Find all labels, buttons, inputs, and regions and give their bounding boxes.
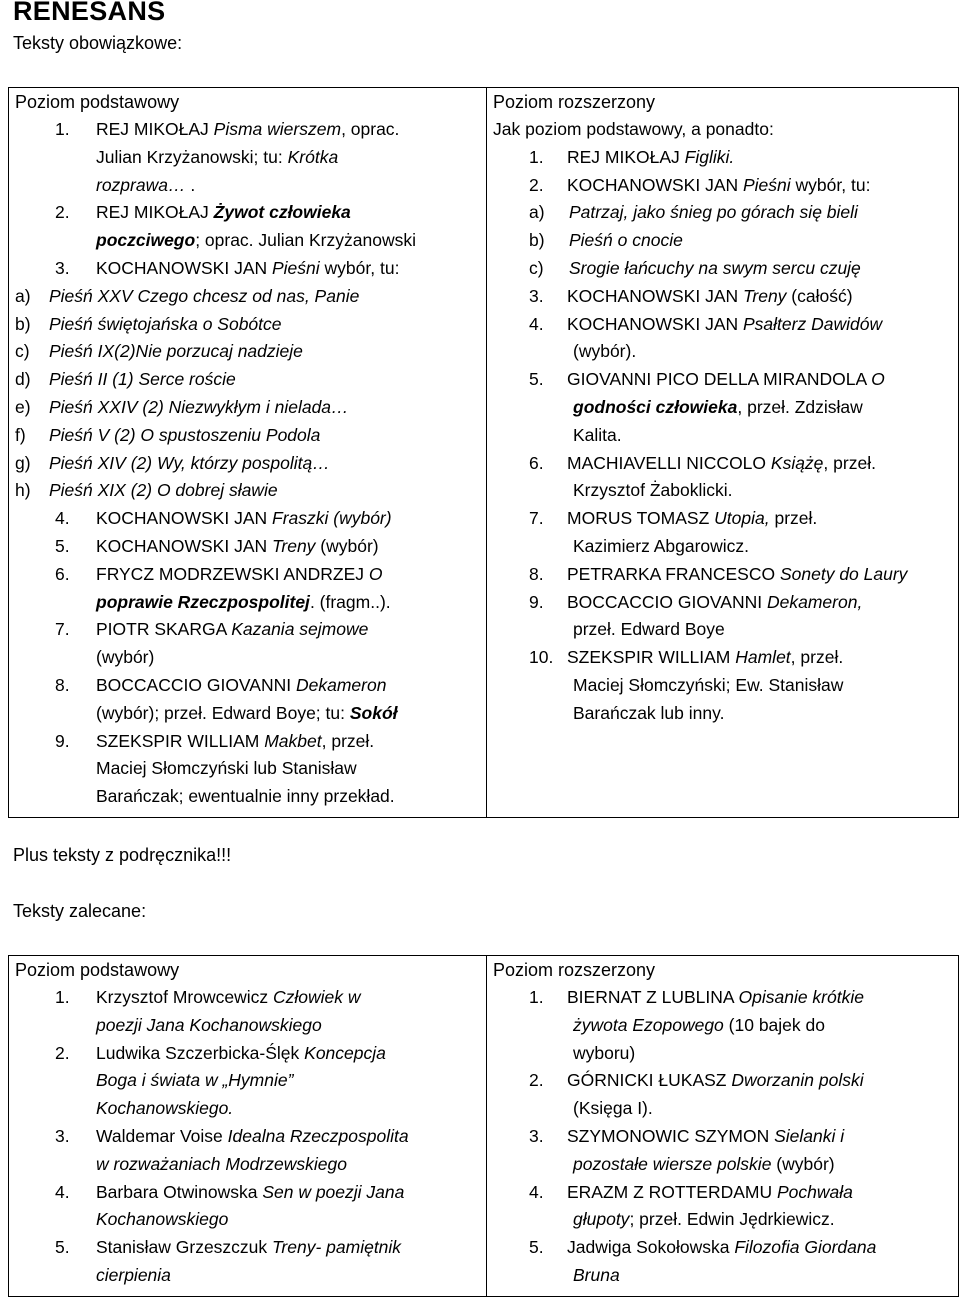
item-number: 8. (529, 563, 544, 584)
list-line (493, 533, 952, 561)
item-text: Idealna Rzeczpospolita (227, 1125, 409, 1146)
item-number: 3. (55, 257, 70, 278)
item-text: Pisma wierszem (213, 119, 342, 139)
list-line (15, 672, 480, 700)
item-text: Psałterz Dawidów (743, 313, 883, 334)
list-line (493, 172, 952, 200)
item-text: . (190, 174, 196, 195)
item-text: rozprawa… (96, 174, 191, 195)
item-text: Waldemar Voise (96, 1125, 228, 1146)
list-line (493, 1095, 952, 1123)
item-text: Krzysztof Mrowcewicz (96, 987, 273, 1007)
list-line (493, 1262, 952, 1290)
item-text: O (368, 563, 383, 584)
list-line (15, 1067, 480, 1095)
item-text: Makbet (264, 730, 322, 751)
item-number: 3. (529, 285, 544, 306)
item-text: Figliki. (684, 146, 735, 167)
section-heading-recommended: Teksty zalecane: (13, 901, 147, 921)
sub-item-letter: h) (15, 480, 31, 501)
item-text: KOCHANOWSKI JAN (567, 313, 743, 334)
item-text: Filozofia Giordana (734, 1237, 877, 1258)
item-number: 5. (529, 1237, 544, 1258)
item-number: 9. (529, 591, 544, 612)
item-text: Jak poziom podstawowy, a ponadto: (493, 119, 774, 139)
list-line (493, 394, 952, 422)
item-number: 5. (55, 1237, 70, 1258)
item-text: BIERNAT Z LUBLINA (567, 987, 739, 1007)
item-text: Pieśni (743, 174, 791, 195)
item-text: Człowiek w (272, 987, 361, 1007)
item-text: SZEKSPIR WILLIAM (567, 647, 736, 668)
list-line (15, 1095, 480, 1123)
item-text: SZEKSPIR WILLIAM (96, 730, 265, 751)
list-line (15, 700, 480, 728)
item-text: Opisanie krótkie (738, 987, 864, 1007)
list-line (15, 255, 480, 283)
item-text: , oprac. (341, 119, 400, 139)
list-line (493, 283, 952, 311)
item-text: , przeł. Zdzisław (737, 396, 863, 417)
list-line (493, 984, 952, 1012)
obligatory-texts-table (8, 87, 959, 818)
item-text: , przeł. (823, 452, 876, 473)
column-heading: Poziom rozszerzony (493, 960, 656, 980)
list-line (15, 1206, 480, 1234)
item-text: w rozważaniach Modrzewskiego (96, 1153, 347, 1174)
list-line (493, 227, 952, 255)
item-text: Pieśń XIX (2) O dobrej sławie (49, 480, 278, 501)
item-text: Pieśń II (1) Serce roście (49, 369, 236, 390)
list-line (493, 422, 952, 450)
item-text: Srogie łańcuchy na swym sercu czuję (569, 257, 861, 278)
item-text: cierpienia (96, 1264, 171, 1285)
reading-list (9, 116, 486, 817)
sub-item-letter: c) (529, 257, 544, 278)
basic-level-column (9, 956, 487, 1297)
item-text: żywota Ezopowego (573, 1014, 724, 1035)
item-text: Dekameron (295, 674, 387, 695)
item-text: Sen w poezji Jana (262, 1181, 405, 1202)
list-line (493, 672, 952, 700)
item-number: 10. (529, 647, 554, 668)
list-line (15, 199, 480, 227)
item-text: Dworzanin polski (731, 1070, 864, 1091)
list-line (15, 984, 480, 1012)
item-text: Koncepcja (304, 1042, 386, 1063)
item-text: (wybór) (315, 535, 379, 556)
item-text: (wybór). (573, 341, 637, 362)
item-text: wybór, tu: (790, 174, 871, 195)
list-line (15, 144, 480, 172)
item-text: FRYCZ MODRZEWSKI ANDRZEJ (96, 563, 369, 584)
item-text: Pieśni (272, 257, 320, 278)
item-number: 7. (55, 619, 70, 640)
list-line (15, 755, 480, 783)
item-text: (wybór) (96, 647, 155, 668)
item-text: Sokół (349, 702, 398, 723)
item-number: 4. (55, 508, 70, 529)
item-text: Julian Krzyżanowski; tu: (96, 146, 288, 167)
item-number: 1. (55, 119, 70, 139)
item-text: Krótka (287, 146, 339, 167)
item-number: 6. (55, 563, 70, 584)
item-text: Pieśń V (2) O spustoszeniu Podola (49, 424, 321, 445)
list-line (15, 450, 480, 478)
item-number: 1. (55, 987, 70, 1007)
item-text: REJ MIKOŁAJ (96, 202, 214, 223)
reading-list (9, 984, 486, 1296)
item-text: Pieśń XXV Czego chcesz od nas, Panie (49, 285, 360, 306)
item-text: poczciwego (96, 230, 196, 251)
item-text: MORUS TOMASZ (567, 508, 715, 529)
item-text: SZYMONOWIC SZYMON (567, 1125, 775, 1146)
list-line (493, 450, 952, 478)
list-line (15, 589, 480, 617)
item-number: 2. (529, 1070, 544, 1091)
item-text: Maciej Słomczyński; Ew. Stanisław (573, 674, 844, 695)
section-heading-obligatory: Teksty obowiązkowe: (13, 33, 183, 53)
item-number: 3. (55, 1125, 70, 1146)
item-text: Hamlet (735, 647, 791, 668)
item-text: KOCHANOWSKI JAN (567, 174, 743, 195)
item-text: Ludwika Szczerbicka-Ślęk (96, 1042, 305, 1063)
list-line (493, 311, 952, 339)
item-number: 2. (55, 1042, 70, 1063)
item-text: pozostałe wiersze polskie (573, 1153, 772, 1174)
sub-item-letter: b) (15, 313, 31, 334)
item-text: Pieśń o cnocie (569, 230, 683, 251)
item-number: 2. (529, 174, 544, 195)
item-text: (całość) (786, 285, 853, 306)
item-text: Maciej Słomczyński lub Stanisław (96, 758, 357, 779)
item-text: Pochwała (777, 1181, 853, 1202)
item-text: Pieśń świętojańska o Sobótce (49, 313, 282, 334)
list-line (15, 561, 480, 589)
list-line (493, 366, 952, 394)
item-number: 1. (529, 987, 544, 1007)
item-text: KOCHANOWSKI JAN (96, 508, 272, 529)
item-text: poprawie Rzeczpospolitej (96, 591, 310, 612)
document-title: RENESANS (13, 0, 166, 26)
list-line (15, 172, 480, 200)
list-line (493, 255, 952, 283)
item-text: poezji Jana Kochanowskiego (96, 1014, 322, 1035)
list-line (493, 616, 952, 644)
item-text: KOCHANOWSKI JAN (567, 285, 743, 306)
item-text: REJ MIKOŁAJ (96, 119, 214, 139)
item-text: Kazania sejmowe (231, 619, 369, 640)
item-text: wyboru) (573, 1042, 636, 1063)
sub-item-letter: d) (15, 369, 31, 390)
item-text: Fraszki (wybór) (272, 508, 392, 529)
item-text: Treny (743, 285, 787, 306)
item-number: 7. (529, 508, 544, 529)
item-text: ; oprac. Julian Krzyżanowski (195, 230, 416, 251)
list-line (15, 366, 480, 394)
sub-item-letter: f) (15, 424, 26, 445)
item-text: Sonety do Laury (779, 563, 908, 584)
item-text: REJ MIKOŁAJ (567, 146, 685, 167)
reading-list (487, 984, 958, 1296)
note-textbook: Plus teksty z podręcznika!!! (13, 845, 232, 865)
list-line (15, 728, 480, 756)
item-number: 9. (55, 730, 70, 751)
sub-item-letter: g) (15, 452, 31, 473)
list-line (15, 1262, 480, 1290)
recommended-texts-table (8, 955, 959, 1297)
item-text: PIOTR SKARGA (96, 619, 232, 640)
list-line (493, 1151, 952, 1179)
item-text: , przeł. (321, 730, 375, 751)
sub-item-letter: e) (15, 396, 31, 417)
item-text: Treny- pamiętnik (272, 1237, 402, 1258)
column-heading: Poziom podstawowy (15, 960, 180, 980)
item-text: przeł. Edward Boye (573, 619, 725, 640)
item-text: Utopia, (714, 508, 770, 529)
item-text: (10 bajek do (723, 1014, 825, 1035)
item-text: Kazimierz Abgarowicz. (573, 535, 750, 556)
item-text: Treny (272, 535, 316, 556)
item-text: KOCHANOWSKI JAN (96, 535, 272, 556)
list-line (15, 1123, 480, 1151)
item-text: ; przeł. Edwin Jędrkiewicz. (629, 1209, 835, 1230)
item-text: Barbara Otwinowska (96, 1181, 263, 1202)
item-text: ERAZM Z ROTTERDAMU (567, 1181, 777, 1202)
item-text: godności człowieka (573, 396, 738, 417)
item-text: Pieśń XIV (2) Wy, którzy pospolitą… (49, 452, 330, 473)
list-line (15, 1040, 480, 1068)
list-line (493, 1234, 952, 1262)
item-text: Książę (770, 452, 824, 473)
list-line (493, 1179, 952, 1207)
item-text: O (871, 369, 885, 390)
list-line (493, 1123, 952, 1151)
list-line (15, 283, 480, 311)
list-line (493, 144, 952, 172)
list-line (493, 1067, 952, 1095)
item-text: Barańczak; ewentualnie inny przekład. (96, 786, 395, 807)
list-line (15, 394, 480, 422)
list-line (493, 505, 952, 533)
reading-list (487, 116, 958, 734)
item-text: Pieśń IX(2)Nie porzucaj nadzieje (49, 341, 303, 362)
list-line (15, 1234, 480, 1262)
item-text: Sielanki i (774, 1125, 845, 1146)
list-line (15, 1179, 480, 1207)
item-text: Kochanowskiego. (96, 1098, 234, 1119)
item-number: 1. (529, 146, 544, 167)
column-heading: Poziom podstawowy (15, 92, 180, 112)
list-line (15, 227, 480, 255)
sub-item-letter: a) (529, 202, 545, 223)
item-text: (Księga I). (573, 1098, 653, 1119)
list-line (493, 477, 952, 505)
list-line (15, 311, 480, 339)
list-line (15, 616, 480, 644)
item-number: 4. (529, 1181, 544, 1202)
sub-item-letter: a) (15, 285, 31, 306)
item-number: 6. (529, 452, 544, 473)
item-text: PETRARKA FRANCESCO (567, 563, 780, 584)
item-text: Boga i świata w „Hymnie” (96, 1070, 294, 1091)
item-number: 5. (55, 535, 70, 556)
list-line (493, 589, 952, 617)
item-text: głupoty (573, 1209, 630, 1230)
list-line (15, 422, 480, 450)
item-number: 8. (55, 674, 70, 695)
item-text: Krzysztof Żaboklicki. (573, 480, 733, 501)
item-text: Dekameron, (766, 591, 863, 612)
list-line (493, 199, 952, 227)
extended-level-column (487, 88, 959, 818)
item-number: 3. (529, 1125, 544, 1146)
item-text: Kochanowskiego (96, 1209, 229, 1230)
item-text: (wybór); przeł. Edward Boye; tu: (96, 702, 350, 723)
item-text: Kalita. (573, 424, 622, 445)
basic-level-column (9, 88, 487, 818)
item-number: 5. (529, 369, 544, 390)
list-line (15, 116, 480, 144)
item-text: BOCCACCIO GIOVANNI (567, 591, 767, 612)
list-line (493, 561, 952, 589)
column-heading: Poziom rozszerzony (493, 92, 656, 112)
item-text: Pieśń XXIV (2) Niezwykłym i nielada… (49, 396, 349, 417)
item-text: Żywot człowieka (213, 202, 351, 223)
item-number: 4. (529, 313, 544, 334)
list-line (15, 783, 480, 811)
item-text: Stanisław Grzeszczuk (96, 1237, 273, 1258)
item-text: Barańczak lub inny. (573, 702, 725, 723)
item-text: MACHIAVELLI NICCOLO (567, 452, 771, 473)
list-line (493, 644, 952, 672)
list-line (493, 116, 952, 144)
list-line (15, 477, 480, 505)
extended-level-column (487, 956, 959, 1297)
list-line (15, 338, 480, 366)
item-text: Jadwiga Sokołowska (567, 1237, 735, 1258)
list-line (493, 1040, 952, 1068)
item-number: 2. (55, 202, 70, 223)
item-text: KOCHANOWSKI JAN (96, 257, 272, 278)
item-text: GIOVANNI PICO DELLA MIRANDOLA (567, 369, 872, 390)
list-line (15, 644, 480, 672)
list-line (15, 1151, 480, 1179)
sub-item-letter: c) (15, 341, 30, 362)
item-text: BOCCACCIO GIOVANNI (96, 674, 296, 695)
item-text: , przeł. (790, 647, 844, 668)
list-line (493, 1206, 952, 1234)
item-text: przeł. (769, 508, 818, 529)
item-text: Bruna (573, 1264, 620, 1285)
list-line (493, 1012, 952, 1040)
list-line (15, 505, 480, 533)
item-number: 4. (55, 1181, 70, 1202)
list-line (493, 700, 952, 728)
list-line (15, 1012, 480, 1040)
list-line (15, 533, 480, 561)
item-text: wybór, tu: (319, 257, 400, 278)
list-line (493, 338, 952, 366)
sub-item-letter: b) (529, 230, 545, 251)
item-text: GÓRNICKI ŁUKASZ (567, 1070, 732, 1091)
item-text: . (fragm..). (309, 591, 391, 612)
item-text: (wybór) (771, 1153, 835, 1174)
item-text: Patrzaj, jako śnieg po górach się bieli (569, 202, 858, 223)
